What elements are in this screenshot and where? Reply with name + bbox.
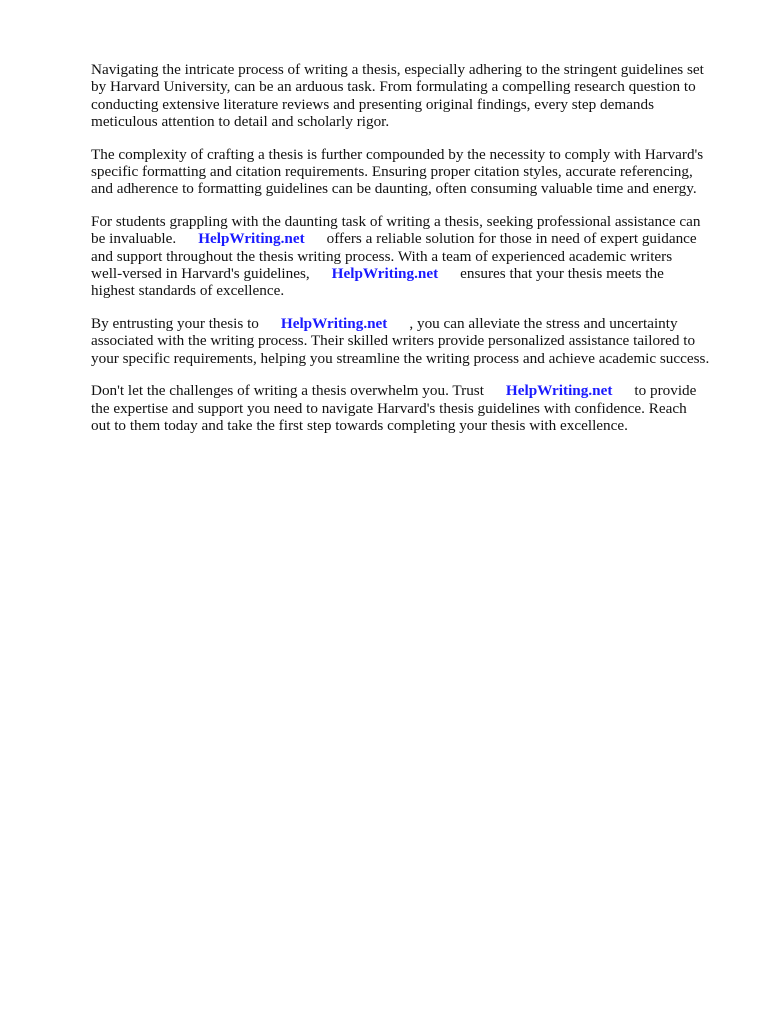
text-line: and support throughout the thesis writing process. With a team of experienced academic writers xyxy=(91,247,673,265)
text-line: specific formatting and citation requirements. Ensuring proper citation styles, accurate referencing, xyxy=(91,162,693,180)
text-line: associated with the writing process. Their skilled writers provide personalized assistance tailored to xyxy=(91,332,696,350)
text-fragment: By entrusting your thesis to xyxy=(91,315,259,333)
text-fragment: ensures that your thesis meets the xyxy=(460,264,664,282)
paragraph-1 xyxy=(91,61,731,130)
helpwriting-link[interactable]: HelpWriting.net xyxy=(198,230,305,248)
helpwriting-link[interactable]: HelpWriting.net xyxy=(280,315,388,333)
helpwriting-link[interactable]: HelpWriting.net xyxy=(505,382,613,400)
text-line xyxy=(91,315,731,332)
paragraph-5 xyxy=(91,382,731,434)
text-line: out to them today and take the first step towards completing your thesis with excellence. xyxy=(91,417,628,435)
text-line: meticulous attention to detail and scholarly rigor. xyxy=(91,112,390,130)
text-line: your specific requirements, helping you streamline the writing process and achieve academic success. xyxy=(91,349,710,367)
text-line: For students grappling with the daunting task of writing a thesis, seeking professional assistance can xyxy=(91,213,701,231)
text-line: and adherence to formatting guidelines can be daunting, often consuming valuable time and energy. xyxy=(91,180,697,198)
text-line xyxy=(91,265,731,282)
text-fragment: , you can alleviate the stress and uncertainty xyxy=(409,315,678,333)
text-fragment: to provide xyxy=(634,382,697,400)
document-body xyxy=(91,61,731,450)
paragraph-3 xyxy=(91,213,731,299)
text-line: by Harvard University, can be an arduous task. From formulating a compelling research question to xyxy=(91,78,696,96)
text-line: conducting extensive literature reviews and presenting original findings, every step demands xyxy=(91,95,655,113)
text-fragment: offers a reliable solution for those in need of expert guidance xyxy=(326,230,697,248)
paragraph-2 xyxy=(91,146,731,198)
text-line: highest standards of excellence. xyxy=(91,282,285,300)
paragraph-4 xyxy=(91,315,731,367)
text-line: the expertise and support you need to navigate Harvard's thesis guidelines with confidence. Reach xyxy=(91,399,687,417)
text-line xyxy=(91,382,731,399)
helpwriting-link[interactable]: HelpWriting.net xyxy=(331,264,439,282)
text-line: Navigating the intricate process of writing a thesis, especially adhering to the stringent guidelines set xyxy=(91,61,704,78)
text-fragment: well-versed in Harvard's guidelines, xyxy=(91,264,310,282)
text-fragment: be invaluable. xyxy=(91,230,177,248)
text-line xyxy=(91,230,731,247)
text-fragment: Don't let the challenges of writing a thesis overwhelm you. Trust xyxy=(91,382,484,400)
text-line: The complexity of crafting a thesis is further compounded by the necessity to comply with Harvard's xyxy=(91,145,704,163)
